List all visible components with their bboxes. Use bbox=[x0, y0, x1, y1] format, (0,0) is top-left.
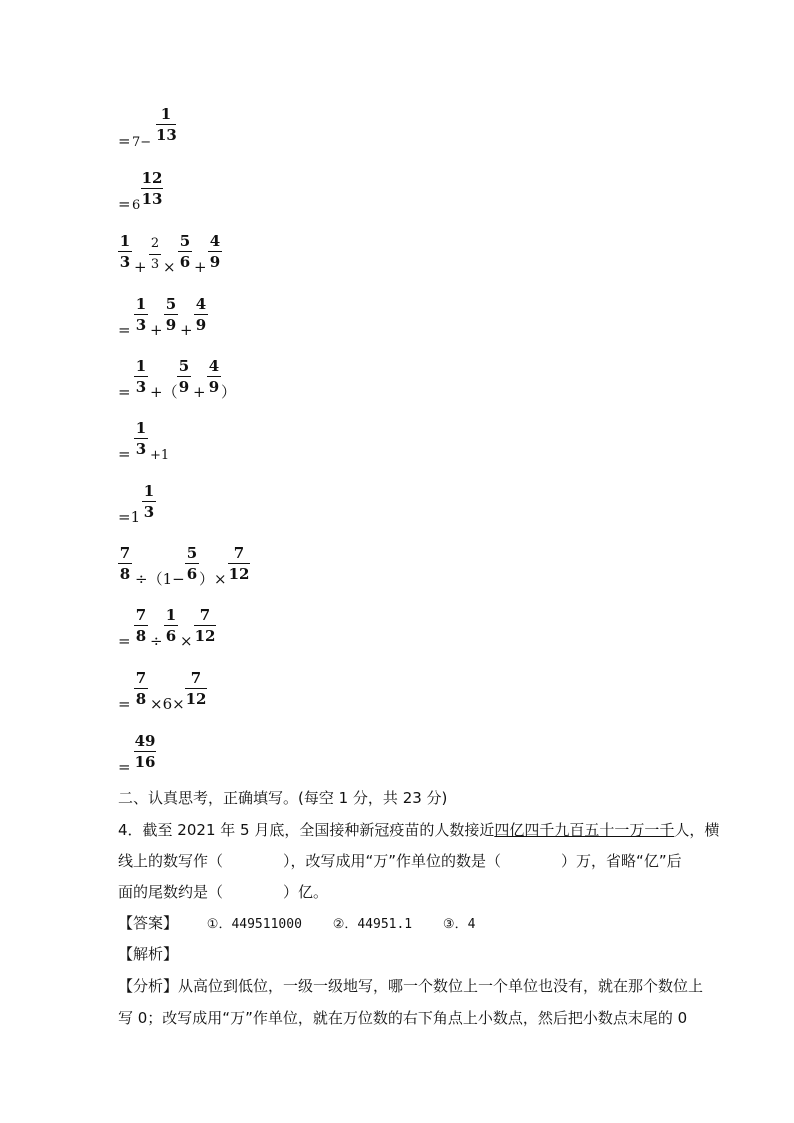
fraction bbox=[185, 670, 207, 707]
fraction bbox=[156, 106, 176, 143]
fraction bbox=[164, 296, 178, 333]
fraction-bar bbox=[134, 625, 148, 626]
analysis-label: 【解析】 bbox=[118, 945, 179, 963]
fraction-bar bbox=[185, 563, 199, 564]
fraction bbox=[207, 358, 221, 395]
operator: ÷（1− bbox=[135, 570, 185, 588]
section-heading: 二、认真思考，正确填写。(每空 1 分，共 23 分) bbox=[118, 789, 448, 807]
operator: + bbox=[193, 383, 206, 401]
operator: ÷ bbox=[150, 632, 163, 650]
underlined-number-text: 四亿四千九百五十一万一千 bbox=[494, 821, 675, 839]
numerator: 1 bbox=[143, 482, 155, 500]
fraction bbox=[118, 545, 132, 582]
fraction bbox=[142, 483, 156, 520]
numerator: 5 bbox=[186, 544, 198, 562]
denominator: 9 bbox=[178, 378, 190, 396]
answer-2: ②．44951.1 bbox=[332, 917, 413, 932]
denominator: 3 bbox=[150, 257, 160, 272]
numerator: 7 bbox=[119, 544, 131, 562]
numerator: 12 bbox=[141, 169, 163, 187]
denominator: 13 bbox=[156, 126, 177, 144]
operator: + bbox=[194, 258, 207, 276]
fraction-bar bbox=[207, 376, 221, 377]
fraction bbox=[134, 733, 156, 770]
operator: + bbox=[180, 321, 193, 339]
operator: ）× bbox=[199, 570, 227, 588]
fraction bbox=[134, 670, 148, 707]
fraction bbox=[177, 358, 191, 395]
fraction bbox=[134, 420, 148, 457]
fraction bbox=[164, 607, 178, 644]
fraction-bar bbox=[141, 188, 163, 189]
fraction bbox=[134, 607, 148, 644]
numerator: 1 bbox=[135, 295, 147, 313]
numerator: 7 bbox=[199, 606, 211, 624]
denominator: 9 bbox=[209, 253, 221, 271]
fraction-bar bbox=[194, 625, 216, 626]
fraction-bar bbox=[134, 314, 148, 315]
lead-term: 7− bbox=[132, 135, 152, 150]
fraction-bar bbox=[164, 314, 178, 315]
numerator: 7 bbox=[135, 669, 147, 687]
fraction bbox=[141, 170, 163, 207]
fraction bbox=[194, 296, 208, 333]
numerator: 1 bbox=[135, 419, 147, 437]
numerator: 7 bbox=[135, 606, 147, 624]
close-paren: ） bbox=[221, 383, 237, 401]
numerator: 1 bbox=[165, 606, 177, 624]
denominator: 3 bbox=[135, 316, 147, 334]
fraction bbox=[208, 233, 222, 270]
equals-sign: = bbox=[118, 321, 131, 339]
fraction bbox=[134, 296, 148, 333]
fraction-bar bbox=[134, 751, 156, 752]
question-4-line-2: 线上的数写作（ ），改写成用“万”作单位的数是（ ）万，省略“亿”后 bbox=[118, 852, 682, 870]
fraction-bar bbox=[134, 438, 148, 439]
denominator: 16 bbox=[134, 753, 156, 771]
lead-term: 6 bbox=[132, 198, 141, 213]
denominator: 12 bbox=[228, 565, 250, 583]
fraction bbox=[149, 236, 161, 273]
equals-sign: = bbox=[118, 195, 131, 213]
denominator: 12 bbox=[185, 690, 207, 708]
denominator: 6 bbox=[165, 627, 177, 645]
fraction-bar bbox=[228, 563, 250, 564]
numerator: 7 bbox=[233, 544, 245, 562]
fraction bbox=[228, 545, 250, 582]
numerator: 49 bbox=[134, 732, 156, 750]
answer-label: 【答案】 bbox=[118, 914, 179, 932]
denominator: 8 bbox=[135, 690, 147, 708]
operator: +（ bbox=[150, 383, 178, 401]
question-4-text-end: 人，横 bbox=[674, 821, 720, 839]
fraction bbox=[118, 233, 132, 270]
operator: + bbox=[150, 321, 163, 339]
denominator: 6 bbox=[179, 253, 191, 271]
numerator: 7 bbox=[190, 669, 202, 687]
fraction-bar bbox=[142, 501, 156, 502]
question-4-line-1 bbox=[118, 820, 719, 840]
question-4-line-3: 面的尾数约是（ ）亿。 bbox=[118, 883, 329, 901]
numerator: 5 bbox=[178, 357, 190, 375]
denominator: 9 bbox=[195, 316, 207, 334]
numerator: 2 bbox=[150, 236, 160, 251]
answer-1: ①．449511000 bbox=[206, 917, 302, 932]
answer-row bbox=[118, 913, 475, 935]
fraction-bar bbox=[118, 563, 132, 564]
denominator: 8 bbox=[135, 627, 147, 645]
fraction-bar bbox=[134, 688, 148, 689]
denominator: 6 bbox=[186, 565, 198, 583]
fraction-bar bbox=[156, 124, 176, 125]
denominator: 3 bbox=[119, 253, 131, 271]
numerator: 4 bbox=[209, 232, 221, 250]
analysis-line-2: 写 0；改写成用“万”作单位，就在万位数的右下角点上小数点，然后把小数点末尾的 0 bbox=[118, 1009, 688, 1027]
fraction-bar bbox=[185, 688, 207, 689]
operator: ×6× bbox=[150, 695, 185, 713]
equals-sign: = bbox=[118, 445, 131, 463]
numerator: 1 bbox=[119, 232, 131, 250]
denominator: 3 bbox=[135, 378, 147, 396]
operator: × bbox=[163, 258, 176, 276]
equals-sign: =1 bbox=[118, 508, 141, 526]
denominator: 13 bbox=[141, 190, 163, 208]
equals-sign: = bbox=[118, 132, 131, 150]
question-4-text: 4．截至 2021 年 5 月底，全国接种新冠疫苗的人数接近 bbox=[118, 821, 495, 839]
numerator: 5 bbox=[165, 295, 177, 313]
fraction-bar bbox=[134, 376, 148, 377]
fraction-bar bbox=[177, 376, 191, 377]
denominator: 8 bbox=[119, 565, 131, 583]
equals-sign: = bbox=[118, 758, 131, 776]
fraction-bar bbox=[118, 251, 132, 252]
equals-sign: = bbox=[118, 695, 131, 713]
denominator: 3 bbox=[135, 440, 147, 458]
operator: + bbox=[134, 258, 147, 276]
analysis-line-1: 【分析】从高位到低位，一级一级地写，哪一个数位上一个单位也没有，就在那个数位上 bbox=[118, 977, 704, 995]
operator: × bbox=[180, 632, 193, 650]
fraction-bar bbox=[194, 314, 208, 315]
denominator: 12 bbox=[194, 627, 216, 645]
fraction-bar bbox=[164, 625, 178, 626]
denominator: 9 bbox=[208, 378, 220, 396]
fraction bbox=[134, 358, 148, 395]
fraction bbox=[178, 233, 192, 270]
fraction-bar bbox=[208, 251, 222, 252]
fraction bbox=[194, 607, 216, 644]
equals-sign: = bbox=[118, 383, 131, 401]
denominator: 9 bbox=[165, 316, 177, 334]
numerator: 1 bbox=[135, 357, 147, 375]
answer-3: ③．4 bbox=[442, 917, 476, 932]
numerator: 4 bbox=[195, 295, 207, 313]
denominator: 3 bbox=[143, 503, 155, 521]
numerator: 5 bbox=[179, 232, 191, 250]
fraction-bar bbox=[149, 254, 161, 255]
fraction-bar bbox=[178, 251, 192, 252]
numerator: 1 bbox=[160, 105, 172, 123]
fraction bbox=[185, 545, 199, 582]
equals-sign: = bbox=[118, 632, 131, 650]
numerator: 4 bbox=[208, 357, 220, 375]
tail-term: +1 bbox=[150, 448, 170, 463]
